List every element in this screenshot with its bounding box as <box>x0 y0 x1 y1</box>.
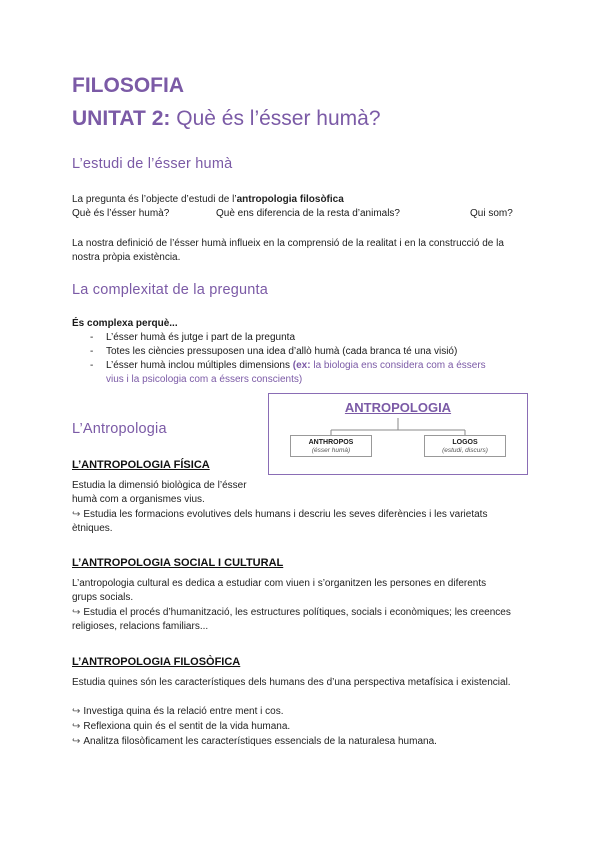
filosofica-arrow-3: ↪ Analitza filosòficament les característiques essencials de la naturalesa humana. <box>72 735 437 749</box>
section-heading-complexitat: La complexitat de la pregunta <box>72 282 269 298</box>
document-title: FILOSOFIA <box>72 74 184 97</box>
diagram-box-anthropos <box>290 435 372 457</box>
fisica-text: Estudia la dimensió biològica de l’ésser humà com a organismes vius. <box>72 480 247 505</box>
subsection-title-fisica: L’ANTROPOLOGIA FÍSICA <box>72 459 210 471</box>
filosofica-arrow-1: ↪ Investiga quina és la relació entre ment i cos. <box>72 705 284 719</box>
example-label: (ex: <box>292 360 311 371</box>
diagram-title: ANTROPOLOGIA <box>344 400 452 415</box>
anthropos-label: ANTHROPOS <box>308 439 354 446</box>
estudi-line-bold: antropologia filosòfica <box>236 194 344 205</box>
estudi-paragraph: La nostra definició de l’ésser humà influeix en la comprensió de la realitat i en la construcció de la nostra pròpia existència. <box>72 238 504 263</box>
social-arrow: ↪ Estudia el procés d’humanització, les estructures polítiques, socials i econòmiques; les creences religioses, relacions familiars... <box>72 606 522 634</box>
fisica-arrow: ↪ Estudia les formacions evolutives dels humans i descriu les seves diferències i les varietats ètniques. <box>72 508 502 536</box>
unit-prefix: UNITAT 2: <box>72 107 171 130</box>
anthropos-sub: (ésser humà) <box>311 447 351 454</box>
question-3: Qui som? <box>470 208 513 219</box>
subsection-title-filosofica: L’ANTROPOLOGIA FILOSÒFICA <box>72 656 241 668</box>
social-text: L’antropologia cultural es dedica a estudiar com viuen i s’organitzen les persones en diferents grups socials. <box>72 578 487 603</box>
filosofica-text: Estudia quines són les característiques dels humans des d’una perspectiva metafísica i existencial. <box>72 677 511 688</box>
list-item-text: L’ésser humà inclou múltiples dimensions <box>106 360 290 371</box>
complexitat-list <box>72 331 498 387</box>
complexitat-intro: És complexa perquè... <box>72 318 178 329</box>
estudi-line <box>72 193 344 207</box>
logos-sub: (estudi, discurs) <box>442 447 488 454</box>
complexitat-block <box>72 318 498 387</box>
logos-label: LOGOS <box>452 439 478 446</box>
question-2: Què ens diferencia de la resta d’animals? <box>216 208 400 219</box>
list-item: - L’ésser humà és jutge i part de la pregunta <box>72 331 498 345</box>
question-1: Què és l’ésser humà? <box>72 208 170 219</box>
unit-title <box>72 107 381 131</box>
section-heading-estudi: L’estudi de l’ésser humà <box>72 156 233 172</box>
example-text: la biologia ens considera com a éssers vius i la psicologia com a éssers conscients) <box>106 360 486 385</box>
filosofica-arrow-2: ↪ Reflexiona quin és el sentit de la vida humana. <box>72 720 290 734</box>
estudi-line-text: La pregunta és l’objecte d’estudi de l’ <box>72 194 237 205</box>
diagram-connectors <box>269 394 527 474</box>
diagram-box-logos <box>424 435 506 457</box>
unit-question: Què és l’ésser humà? <box>176 107 381 130</box>
antropologia-diagram <box>268 393 528 475</box>
list-item <box>72 359 498 387</box>
section-heading-antropologia: L’Antropologia <box>72 421 167 437</box>
subsection-title-social: L’ANTROPOLOGIA SOCIAL I CULTURAL <box>72 557 284 569</box>
list-item: - Totes les ciències pressuposen una idea d’allò humà (cada branca té una visió) <box>72 345 498 359</box>
